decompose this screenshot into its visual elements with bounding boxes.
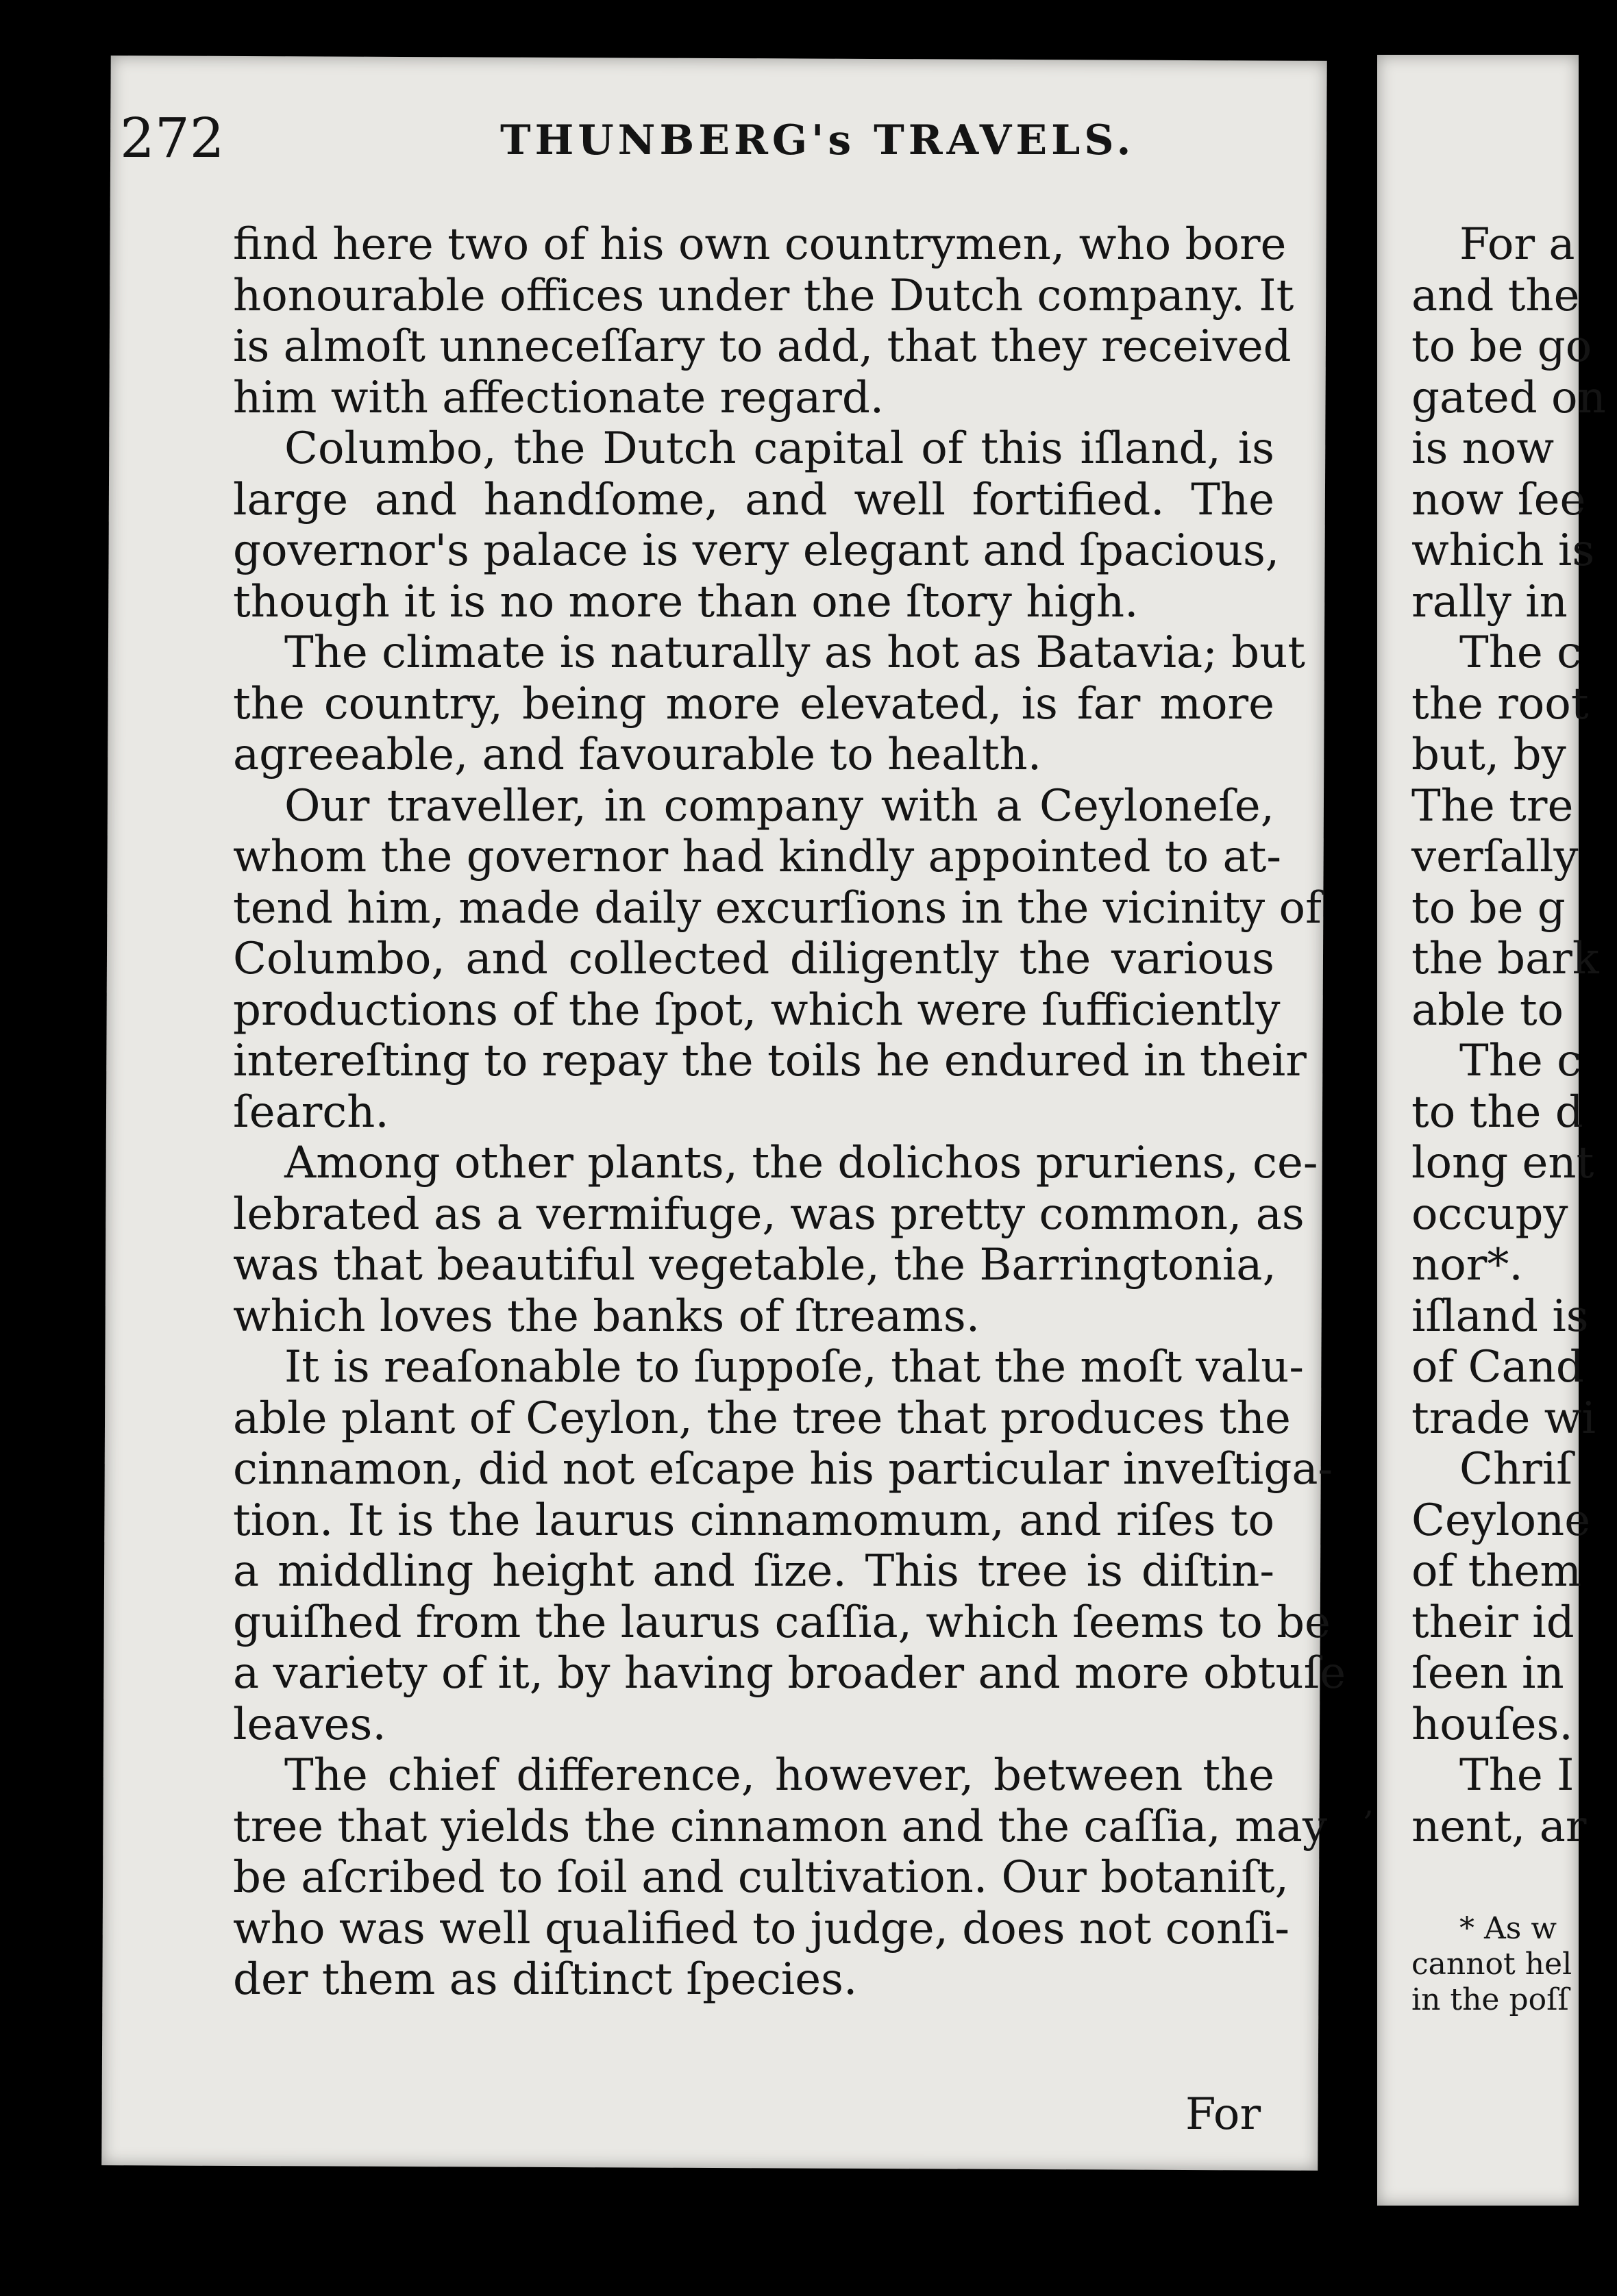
- text-line: Our traveller, in company with a Ceyloneſe,: [284, 780, 1274, 832]
- text-line: long ent: [1411, 1138, 1594, 1188]
- text-line: be aſcribed to ſoil and cultivation. Our botaniſt,: [233, 1852, 1289, 1903]
- text-line: was that beautiful vegetable, the Barringtonia,: [233, 1240, 1276, 1290]
- text-line: now ſee: [1411, 474, 1586, 525]
- text-line: productions of the ſpot, which were ſufficiently: [233, 984, 1281, 1036]
- text-line: The chief difference, however, between the: [284, 1750, 1274, 1801]
- text-line: Columbo, and collected diligently the various: [233, 934, 1274, 984]
- text-line: of them: [1411, 1546, 1582, 1597]
- text-line: Chriſ: [1459, 1444, 1572, 1495]
- text-line: which loves the banks of ſtreams.: [233, 1290, 980, 1342]
- text-line: the country, being more elevated, is far more: [233, 678, 1274, 729]
- text-line: Columbo, the Dutch capital of this iſland, is: [284, 423, 1274, 474]
- running-title: THUNBERG's TRAVELS.: [500, 116, 1135, 164]
- text-line: whom the governor had kindly appointed to at-: [233, 832, 1281, 882]
- text-line: the root: [1411, 678, 1589, 729]
- text-line: large and handſome, and well fortified. The: [233, 474, 1274, 525]
- text-line: able plant of Ceylon, the tree that produces the: [233, 1393, 1291, 1444]
- text-line: der them as diſtinct ſpecies.: [233, 1954, 858, 2005]
- text-line: For a: [1459, 219, 1575, 270]
- text-line: of Cand: [1411, 1342, 1584, 1393]
- text-line: The c: [1459, 1036, 1581, 1086]
- text-line: rally in: [1411, 576, 1568, 627]
- text-line: gated on: [1411, 372, 1606, 423]
- text-line: occupy: [1411, 1188, 1568, 1240]
- catchword: For: [1185, 2089, 1261, 2140]
- text-line: Ceylone: [1411, 1495, 1591, 1546]
- text-line: nent, ar: [1411, 1801, 1587, 1852]
- text-line: is now: [1411, 423, 1555, 474]
- text-line: and the: [1411, 270, 1580, 321]
- text-line: honourable offices under the Dutch company. It: [233, 270, 1294, 321]
- footnote-line: cannot hel: [1411, 1947, 1572, 1982]
- text-line: though it is no more than one ſtory high.: [233, 576, 1139, 627]
- text-line: iſland is: [1411, 1290, 1589, 1342]
- text-line: to the d: [1411, 1086, 1583, 1138]
- text-line: tree that yields the cinnamon and the caſſia, may: [233, 1801, 1328, 1852]
- gutter-mark: ,: [1363, 1784, 1374, 1823]
- text-line: houſes.: [1411, 1699, 1573, 1750]
- text-line: their id: [1411, 1597, 1575, 1648]
- footnote-line: * As w: [1459, 1911, 1557, 1946]
- text-line: The climate is naturally as hot as Batavia; but: [284, 627, 1305, 678]
- text-line: to be g: [1411, 882, 1566, 934]
- text-line: nor*.: [1411, 1240, 1523, 1290]
- text-line: cinnamon, did not eſcape his particular inveſtiga-: [233, 1444, 1333, 1495]
- text-line: find here two of his own countrymen, who bore: [233, 219, 1287, 270]
- text-line: intereſting to repay the toils he endured in their: [233, 1036, 1307, 1086]
- text-line: tion. It is the laurus cinnamomum, and riſes to: [233, 1495, 1274, 1546]
- right-page-footnote: [1411, 1911, 1572, 2018]
- text-line: who was well qualified to judge, does not conſi-: [233, 1903, 1289, 1954]
- text-line: It is reaſonable to ſuppoſe, that the moſt valu-: [284, 1342, 1304, 1393]
- text-line: leaves.: [233, 1699, 386, 1750]
- text-line: The tre: [1411, 780, 1574, 832]
- text-line: guiſhed from the laurus caſſia, which ſeems to be: [233, 1597, 1331, 1648]
- text-line: which is: [1411, 525, 1595, 576]
- text-line: lebrated as a vermifuge, was pretty common, as: [233, 1188, 1305, 1240]
- text-line: trade wi: [1411, 1393, 1596, 1444]
- text-line: to be go: [1411, 321, 1592, 372]
- text-line: the bark: [1411, 934, 1599, 984]
- text-line: is almoſt unneceſſary to add, that they received: [233, 321, 1292, 372]
- right-page-body: [1411, 219, 1617, 1852]
- page-number: 272: [120, 106, 225, 170]
- text-line: agreeable, and favourable to health.: [233, 729, 1042, 780]
- text-line: able to: [1411, 984, 1564, 1036]
- text-line: tend him, made daily excurſions in the vicinity of: [233, 882, 1322, 934]
- footnote-line: in the poſſ: [1411, 1982, 1569, 2017]
- text-line: a variety of it, by having broader and more obtuſe: [233, 1648, 1346, 1699]
- text-line: ſearch.: [233, 1086, 389, 1138]
- text-line: governor's palace is very elegant and ſpacious,: [233, 525, 1280, 576]
- text-line: Among other plants, the dolichos pruriens, ce-: [284, 1138, 1318, 1188]
- text-line: a middling height and ſize. This tree is diſtin-: [233, 1546, 1274, 1597]
- text-line: The I: [1459, 1750, 1575, 1801]
- text-line: ſeen in: [1411, 1648, 1564, 1699]
- text-line: The c: [1459, 627, 1581, 678]
- text-line: but, by: [1411, 729, 1566, 780]
- text-line: him with affectionate regard.: [233, 372, 885, 423]
- left-page-body: [233, 219, 1346, 2006]
- text-line: verſally: [1411, 832, 1579, 882]
